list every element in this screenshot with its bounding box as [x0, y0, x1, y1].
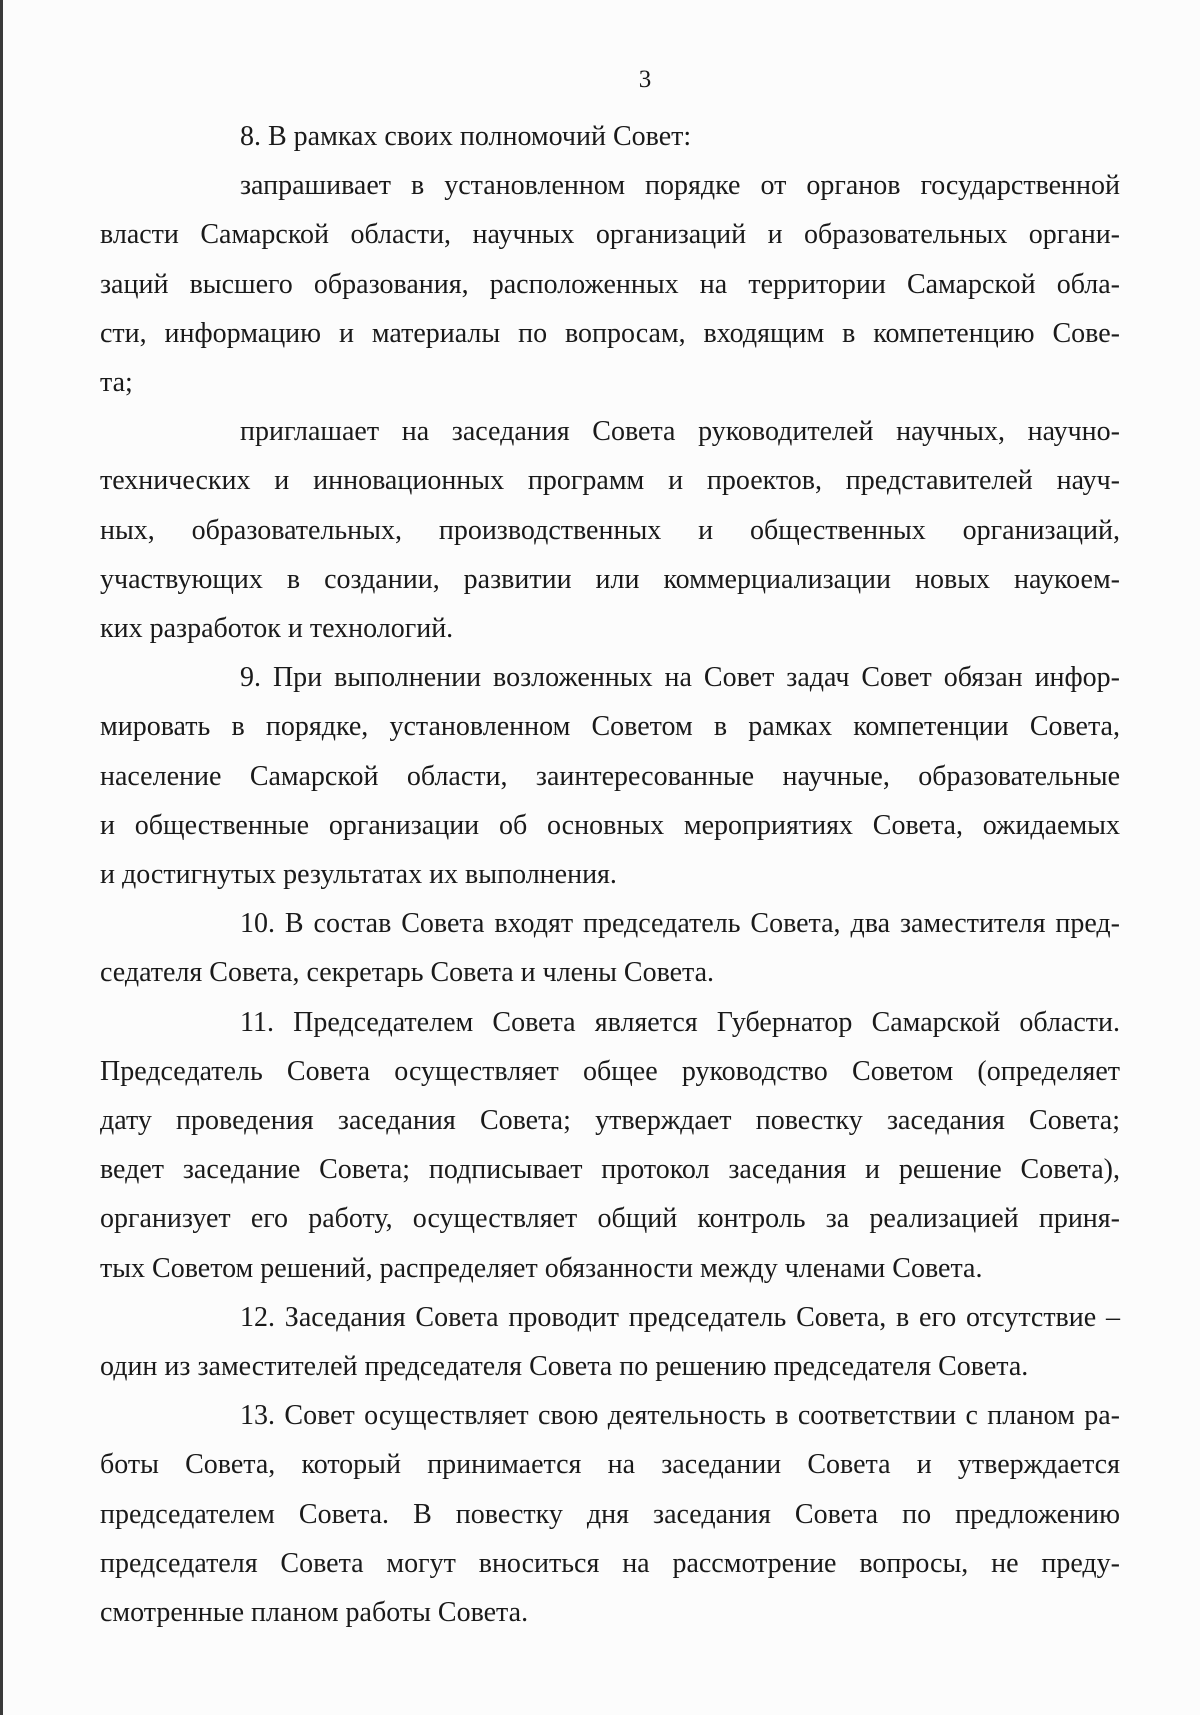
paragraph-12	[100, 1293, 1120, 1391]
text-line: один из заместителей председателя Совета по решению председателя Совета.	[100, 1351, 1029, 1383]
text-line: председателем Совета. В повестку дня заседания Совета по предложению	[100, 1498, 1120, 1530]
text-line: 8. В рамках своих полномочий Совет:	[240, 121, 692, 152]
paragraph-8	[170, 112, 1120, 161]
text-line: сти, информацию и материалы по вопросам, входящим в компетенцию Сове-	[100, 317, 1120, 349]
text-line: Председатель Совета осуществляет общее руководство Советом (определяет	[100, 1055, 1120, 1087]
text-line: тых Советом решений, распределяет обязанности между членами Совета.	[100, 1252, 983, 1284]
text-line: 11. Председателем Совета является Губернатор Самарской области.	[240, 1006, 1120, 1038]
text-line: ведет заседание Совета; подписывает протокол заседания и решение Совета),	[100, 1154, 1120, 1186]
text-line: заций высшего образования, расположенных на территории Самарской обла-	[100, 268, 1120, 300]
scan-edge	[0, 0, 3, 1715]
text-line: мировать в порядке, установленном Советом в рамках компетенции Совета,	[100, 711, 1120, 743]
text-line: та;	[100, 367, 133, 399]
document-body	[100, 112, 1120, 1637]
text-line: 10. В состав Совета входят председатель Совета, два заместителя пред-	[240, 908, 1120, 940]
paragraph-11	[100, 998, 1120, 1293]
paragraph-8-invite	[100, 407, 1120, 653]
text-line: и общественные организации об основных мероприятиях Совета, ожидаемых	[100, 809, 1120, 841]
text-line: ных, образовательных, производственных и общественных организаций,	[100, 514, 1120, 546]
text-line: организует его работу, осуществляет общий контроль за реализацией приня-	[100, 1203, 1120, 1235]
text-line: председателя Совета могут вноситься на рассмотрение вопросы, не преду-	[100, 1547, 1120, 1579]
paragraph-13	[100, 1391, 1120, 1637]
text-line: власти Самарской области, научных организаций и образовательных органи-	[100, 219, 1120, 251]
text-line: дату проведения заседания Совета; утверждает повестку заседания Совета;	[100, 1105, 1120, 1137]
text-line: население Самарской области, заинтересованные научные, образовательные	[100, 760, 1120, 792]
text-line: приглашает на заседания Совета руководителей научных, научно-	[240, 416, 1120, 448]
text-line: участвующих в создании, развитии или коммерциализации новых наукоем-	[100, 563, 1120, 595]
page-number: 3	[638, 66, 652, 93]
text-line: запрашивает в установленном порядке от органов государственной	[240, 170, 1120, 202]
text-line: ких разработок и технологий.	[100, 613, 454, 645]
text-line: смотренные планом работы Совета.	[100, 1597, 529, 1629]
paragraph-8-request	[100, 161, 1120, 407]
text-line: 12. Заседания Совета проводит председатель Совета, в его отсутствие –	[240, 1301, 1120, 1333]
text-line: и достигнутых результатах их выполнения.	[100, 859, 617, 891]
text-line: седателя Совета, секретарь Совета и члены Совета.	[100, 957, 715, 989]
text-line: 9. При выполнении возложенных на Совет задач Совет обязан инфор-	[240, 662, 1120, 694]
paragraph-10	[100, 899, 1120, 997]
paragraph-9	[100, 653, 1120, 899]
text-line: технических и инновационных программ и проектов, представителей науч-	[100, 465, 1120, 497]
text-line: 13. Совет осуществляет свою деятельность в соответствии с планом ра-	[240, 1400, 1120, 1432]
text-line: боты Совета, который принимается на заседании Совета и утверждается	[100, 1449, 1120, 1481]
